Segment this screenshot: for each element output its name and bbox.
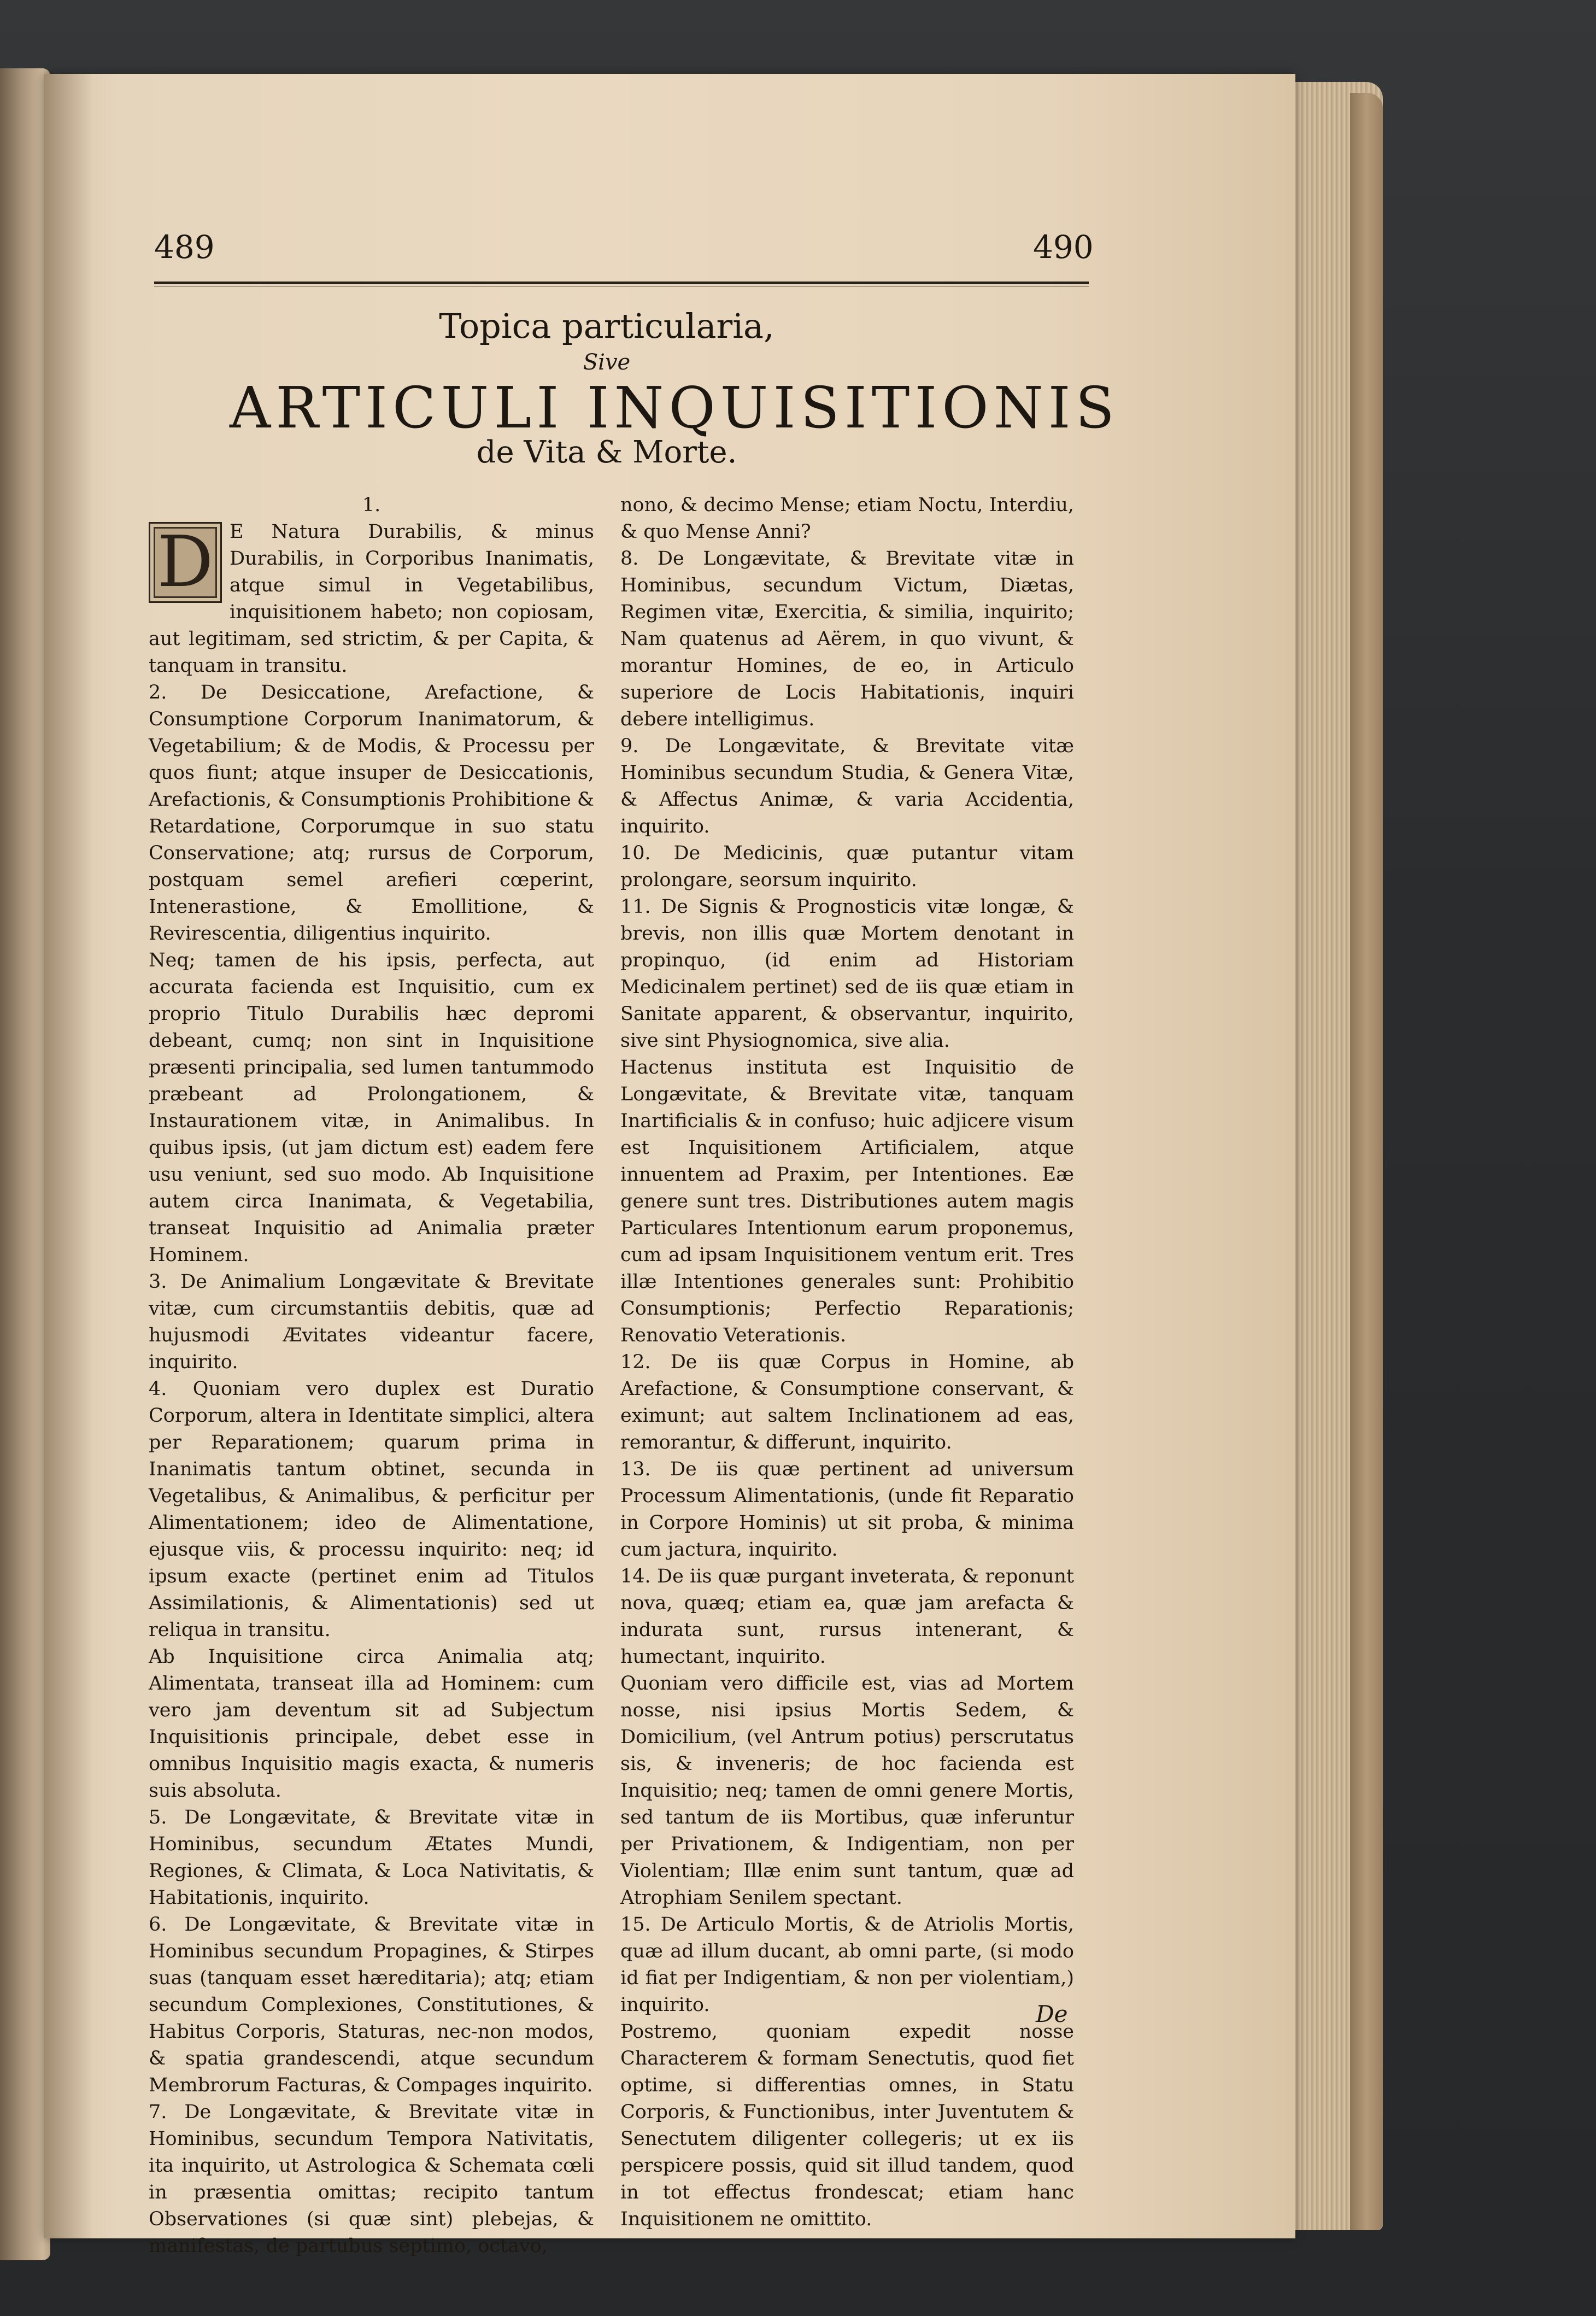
paragraph: Postremo, quoniam expedit nosse Characterem & formam Senectutis, quod fiet optime, si differentias omnes, in Statu Corporis, & Functionibus, inter Juventutem & Senectutem diligenter collegeris; ut ex iis perspicere possis, quid sit illud tandem, quod in tot effectus frondescat; etiam hanc Inquisitionem ne omittito. xyxy=(620,2021,1074,2230)
title-line-1: Topica particularia, xyxy=(439,306,774,346)
paragraph: 3. De Animalium Longævitate & Brevitate vitæ, cum circumstantiis debitis, quæ ad hujusmodi Ævitates videantur facere, inquirito. xyxy=(149,1271,594,1373)
paragraph: 14. De iis quæ purgant inveterata, & reponunt nova, quæq; etiam ea, quæ jam arefacta & indurata sunt, rursus intenerant, & humectant, inquirito. xyxy=(620,1566,1074,1668)
paragraph: 6. De Longævitate, & Brevitate vitæ in Hominibus secundum Propagines, & Stirpes suas (tanquam esset hæreditaria); atq; etiam secundum Complexiones, Constitutiones, & Habitus Corporis, Staturas, nec-non modos, & spatia grandescendi, atque secundum Membrorum Facturas, & Compages inquirito. xyxy=(149,1914,594,2096)
paragraph: Hactenus instituta est Inquisitio de Longævitate, & Brevitate vitæ, tanquam Inartificialis & in confuso; huic adjicere visum est Inquisitionem Artificialem, atque innuentem ad Praxim, per Intentiones. Eæ genere sunt tres. Distributiones autem magis Particulares Intentionum earum proponemus, cum ad ipsam Inquisitionem ventum erit. Tres illæ Intentiones generales sunt: Prohibitio Consumptionis; Perfectio Reparationis; Renovatio Veterationis. xyxy=(620,1057,1074,1346)
paragraph: 10. De Medicinis, quæ putantur vitam prolongare, seorsum inquirito. xyxy=(620,842,1074,891)
decorated-initial-d: D xyxy=(149,522,222,603)
paragraph: 15. De Articulo Mortis, & de Atriolis Mortis, quæ ad illum ducant, ab omni parte, (si modo id fiat per Indigentiam, & non per violentiam,) inquirito. xyxy=(620,1914,1074,2016)
paragraph: 8. De Longævitate, & Brevitate vitæ in Hominibus, secundum Victum, Diætas, Regimen vitæ, Exercitia, & similia, inquirito; Nam quatenus ad Aërem, in quo vivunt, & morantur Homines, de eo, in Articulo superiore de Locis Habitationis, inquiri debere intelligimus. xyxy=(620,548,1074,730)
paragraph: 13. De iis quæ pertinent ad universum Processum Alimentationis, (unde fit Reparatio in Corpore Hominis) ut sit proba, & minima cum jactura, inquirito. xyxy=(620,1458,1074,1561)
paragraph: Neq; tamen de his ipsis, perfecta, aut accurata facienda est Inquisitio, cum ex proprio Titulo Durabilis hæc depromi debeant, cumq; non sint in Inquisitione præsenti principalia, sed lumen tantummodo præbeant ad Prolongationem, & Instaurationem vitæ, in Animalibus. In quibus ipsis, (ut jam dictum est) eadem fere usu veniunt, sed suo modo. Ab Inquisitione autem circa Inanimata, & Vegetabilia, transeat Inquisitio ad Animalia præter Hominem. xyxy=(149,949,594,1266)
gutter-shadow xyxy=(44,74,93,2238)
cover-edge xyxy=(1350,93,1383,2230)
paragraph: 4. Quoniam vero duplex est Duratio Corporum, altera in Identitate simplici, altera per Reparationem; quarum prima in Inanimatis tantum obtinet, secunda in Vegetalibus, & Animalibus, & perficitur per Alimentationem; ideo de Alimentatione, ejusque viis, & processu inquirito: neq; id ipsum exacte (pertinet enim ad Titulos Assimilationis, & Alimentationis) sed ut reliqua in transitu. xyxy=(149,1378,594,1641)
paragraph: 7. De Longævitate, & Brevitate vitæ in Hominibus, secundum Tempora Nativitatis, ita inquirito, ut Astrologica & Schemata cœli in præsentia omittas; recipito tantum Observationes (si quæ sint) plebejas, & manifestas, de partubus septimo, octavo, xyxy=(149,2101,594,2257)
header-rule xyxy=(154,282,1089,284)
title-line-4: de Vita & Morte. xyxy=(476,435,737,470)
paragraph: 9. De Longævitate, & Brevitate vitæ Hominibus secundum Studia, & Genera Vitæ, & Affectus Animæ, & varia Accidentia, inquirito. xyxy=(620,735,1074,837)
left-page-edge xyxy=(0,68,50,2260)
text-column-right xyxy=(620,492,1074,2233)
title-main: ARTICULI INQUISITIONIS xyxy=(230,374,1119,441)
page-number-right: 490 xyxy=(1033,228,1094,266)
paragraph: 12. De iis quæ Corpus in Homine, ab Arefactione, & Consumptione conservant, & eximunt; aut saltem Inclinationem ad eas, remorantur, & differunt, inquirito. xyxy=(620,1351,1074,1453)
catchword: De xyxy=(1036,2001,1068,2027)
paragraph: Quoniam vero difficile est, vias ad Mortem nosse, nisi ipsius Mortis Sedem, & Domicilium, (vel Antrum potius) perscrutatus sis, & inveneris; de hoc facienda est Inquisitio; neq; tamen de omni genere Mortis, sed tantum de iis Mortibus, quæ inferuntur per Privationem, & Indigentiam, non per Violentiam; Illæ enim sunt tantum, quæ ad Atrophiam Senilem spectant. xyxy=(620,1673,1074,1909)
paragraph: 11. De Signis & Prognosticis vitæ longæ, & brevis, non illis quæ Mortem denotant in propinquo, (id enim ad Historiam Medicinalem pertinet) sed de iis quæ etiam in Sanitate apparent, & observantur, inquirito, sive sint Physiognomica, sive alia. xyxy=(620,896,1074,1052)
page-number-left: 489 xyxy=(154,228,215,266)
text-column-left xyxy=(149,492,594,2260)
paragraph xyxy=(149,519,594,679)
paragraph: nono, & decimo Mense; etiam Noctu, Interdiu, & quo Mense Anni? xyxy=(620,494,1074,543)
section-number: 1. xyxy=(362,494,381,516)
paragraph: Ab Inquisitione circa Animalia atq; Alimentata, transeat illa ad Hominem: cum vero jam deventum sit ad Subjectum Inquisitionis principale, debet esse in omnibus Inquisitio magis exacta, & numeris suis absoluta. xyxy=(149,1646,594,1802)
paragraph: 5. De Longævitate, & Brevitate vitæ in Hominibus, secundum Ætates Mundi, Regiones, & Climata, & Loca Nativitatis, & Habitationis, inquirito. xyxy=(149,1807,594,1909)
paragraph-text: E Natura Durabilis, & minus Durabilis, in Corporibus Inanimatis, atque simul in Vegetabilibus, inquisitionem habeto; non copiosam, aut legitimam, sed strictim, & per Capita, & tanquam in transitu. xyxy=(149,521,594,677)
title-line-2: Sive xyxy=(583,350,631,375)
paragraph: 2. De Desiccatione, Arefactione, & Consumptione Corporum Inanimatorum, & Vegetabilium; & de Modis, & Processu per quos fiunt; atque insuper de Desiccationis, Arefactionis, & Consumptionis Prohibitione & Retardatione, Corporumque in suo statu Conservatione; atq; rursus de Corporum, postquam semel arefieri cœperint, Intenerastione, & Emollitione, & Revirescentia, diligentius inquirito. xyxy=(149,682,594,945)
